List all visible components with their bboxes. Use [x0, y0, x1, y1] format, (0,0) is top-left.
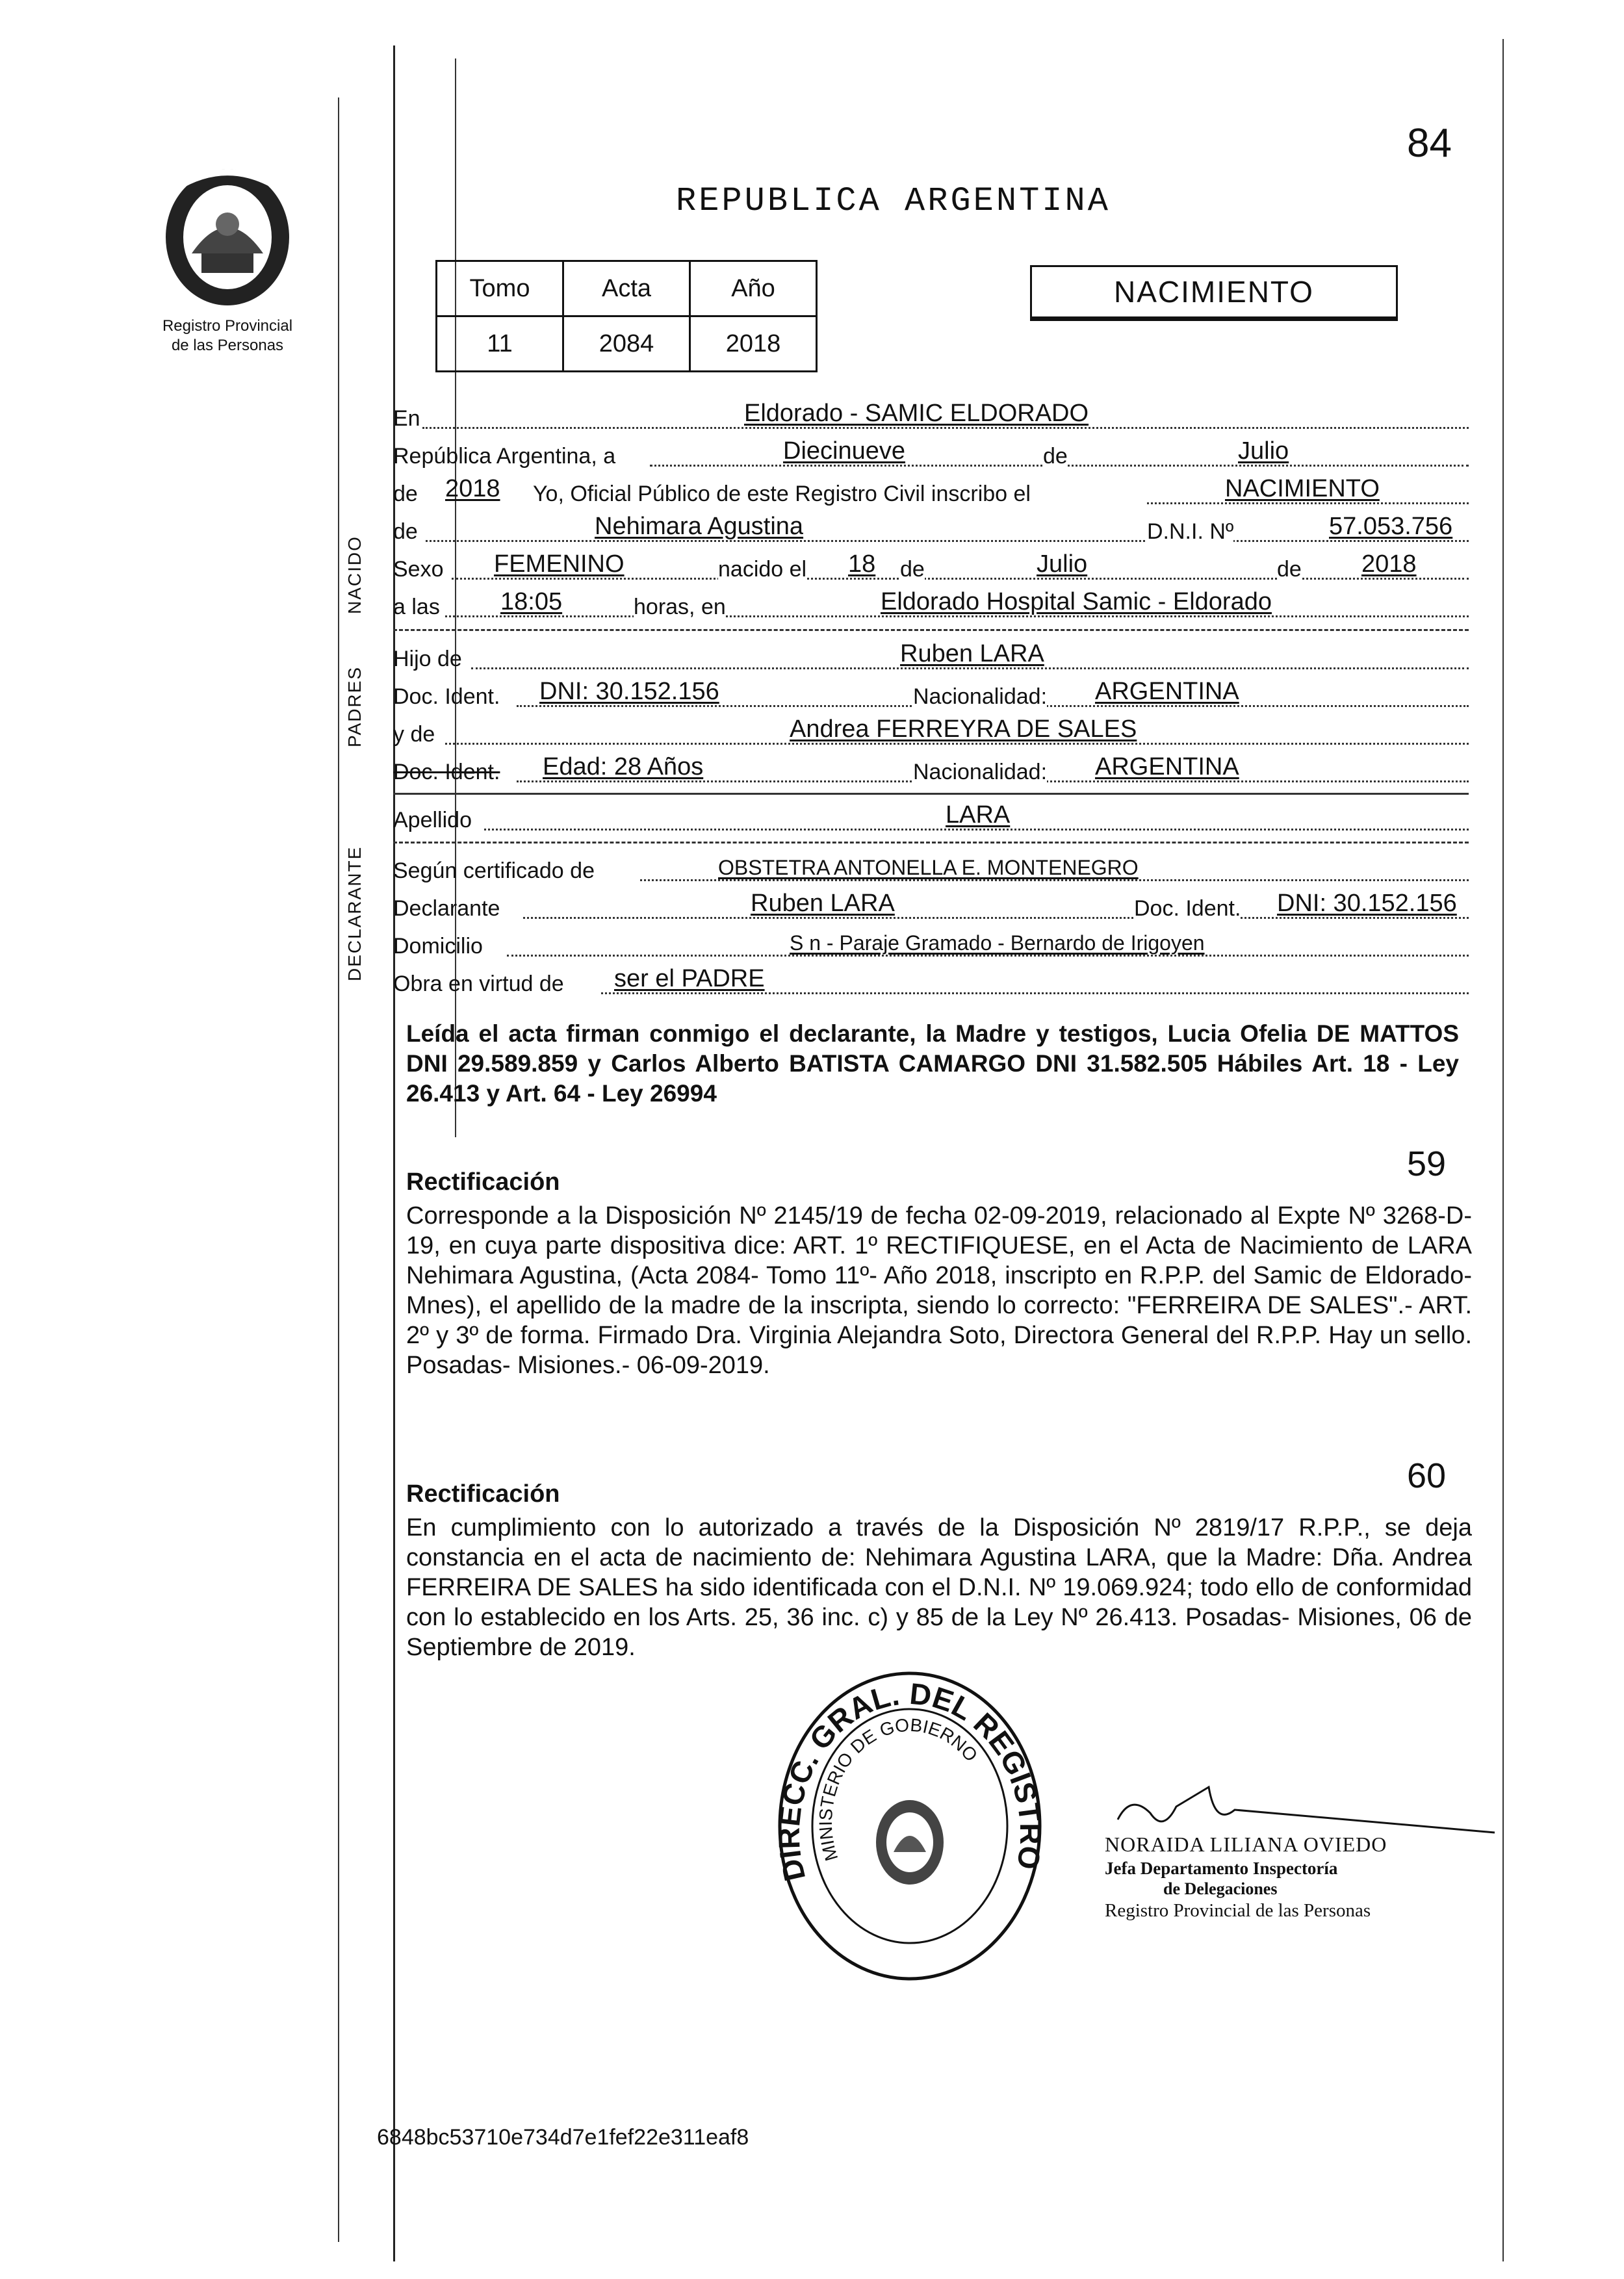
row-segun — [393, 849, 1469, 888]
rect-60-title: Rectificación — [406, 1480, 560, 1508]
value-sexo: FEMENINO — [494, 550, 625, 578]
record-type-label: NACIMIENTO — [1114, 275, 1314, 309]
document-hash: 6848bc53710e734d7e1fef22e311eaf8 — [377, 2125, 749, 2150]
label-apellido: Apellido — [393, 808, 472, 832]
rect-60-body: En cumplimiento con lo autorizado a través de la Disposición Nº 2819/17 R.P.P., se deja constancia en el acta de nacimiento de: Nehimara Agustina LARA, que la Madre: Dña. Andrea FERREIRA DE SALES ha sido identificada con el D.N.I. Nº 19.069.924; todo ello de conformidad con lo establecido en los Arts. 25, 36 inc. c) y 85 de la Ley Nº 26.413. Posadas- Misiones, 06 de Septiembre de 2019. — [406, 1514, 1472, 1661]
official-stamp — [767, 1664, 1053, 1989]
value-en: Eldorado - SAMIC ELDORADO — [744, 400, 1089, 427]
label-oficial: Yo, Oficial Público de este Registro Civil inscribo el — [533, 482, 1031, 506]
logo-caption-2: de las Personas — [171, 337, 284, 354]
label-decl-doc: Doc. Ident. — [1134, 896, 1241, 921]
label-hijo-de: Hijo de — [393, 647, 462, 671]
label-segun: Según certificado de — [393, 858, 595, 883]
logo-caption-1: Registro Provincial — [162, 317, 293, 335]
label-republica: República Argentina, a — [393, 444, 616, 469]
margin-line-left — [393, 45, 395, 2261]
value-nacido-anio: 2018 — [1361, 550, 1417, 578]
label-nacido-de2: de — [1277, 557, 1302, 582]
value-domicilio: S n - Paraje Gramado - Bernardo de Irigoyen — [790, 931, 1205, 955]
value-anio-form: 2018 — [445, 475, 500, 502]
label-nac-padre: Nacionalidad: — [913, 684, 1048, 709]
label-de-mes: de — [1043, 444, 1068, 469]
value-dni: 57.053.756 — [1329, 513, 1453, 540]
value-declarante: Ruben LARA — [751, 890, 895, 917]
signature-line-3: Registro Provincial de las Personas — [1105, 1900, 1371, 1921]
stamp-seal-icon — [767, 1664, 1053, 1989]
margin-line-far-left — [338, 97, 339, 2242]
value-nacido-mes: Julio — [1037, 550, 1088, 578]
signature-name: NORAIDA LILIANA OVIEDO — [1105, 1833, 1387, 1856]
label-doc-padre: Doc. Ident. — [393, 684, 500, 709]
row-en — [393, 396, 1469, 435]
margin-line-right — [1502, 39, 1504, 2261]
value-padre-nac: ARGENTINA — [1095, 678, 1239, 705]
row-padre-doc — [393, 675, 1469, 714]
value-hora: 18:05 — [500, 588, 563, 615]
label-en: En — [393, 406, 420, 431]
label-nacido-de: de — [900, 557, 925, 582]
stamp-inner-text: MINISTERIO DE GOBIERNO — [815, 1714, 982, 1864]
rect-59-body: Corresponde a la Disposición Nº 2145/19 de fecha 02-09-2019, relacionado al Expte Nº 3268-D-19, en cuya parte dispositiva dice: ART. 1º RECTIFIQUESE, en el Acta de Nacimiento de LARA Nehimara Agustina, (Acta 2084- Tomo 11º- Año 2018, inscripto en R.P.P. del Samic de Eldorado-Mnes), el apellido de la madre de la inscripta, siendo lo correcto: "FERREIRA DE SALES".- ART. 2º y 3º de forma. Firmado Dra. Virginia Alejandra Soto, Directora General del R.P.P. Hay un sello. Posadas- Misiones.- 06-09-2019. — [406, 1202, 1472, 1379]
label-y-de: y de — [393, 722, 435, 747]
label-obra: Obra en virtud de — [393, 972, 564, 996]
value-madre-nac: ARGENTINA — [1095, 753, 1239, 780]
value-certificado: OBSTETRA ANTONELLA E. MONTENEGRO — [718, 856, 1139, 879]
label-nac-madre: Nacionalidad: — [913, 760, 1048, 784]
country-title: REPUBLICA ARGENTINA — [676, 182, 1111, 220]
value-decl-doc: DNI: 30.152.156 — [1277, 890, 1457, 917]
value-madre: Andrea FERREYRA DE SALES — [790, 715, 1137, 743]
signature-icon — [1105, 1781, 1508, 1839]
row-republica — [393, 434, 1469, 473]
label-dni: D.N.I. Nº — [1147, 519, 1234, 544]
value-padre: Ruben LARA — [900, 640, 1044, 667]
value-madre-edad: Edad: 28 Años — [543, 753, 704, 780]
side-label-declarante: DECLARANTE — [344, 845, 365, 981]
label-doc-madre: Doc. Ident. — [393, 760, 500, 784]
value-acta: 2084 — [563, 316, 690, 372]
value-lugar: Eldorado Hospital Samic - Eldorado — [881, 588, 1272, 615]
side-label-padres: PADRES — [344, 665, 365, 747]
value-obra: ser el PADRE — [614, 965, 765, 992]
province-logo — [156, 162, 299, 318]
row-madre-doc — [393, 750, 1469, 789]
record-type-box — [1030, 265, 1398, 318]
row-madre — [393, 712, 1469, 751]
misiones-seal-icon — [156, 162, 299, 318]
row-obra — [393, 962, 1469, 1001]
value-tomo: 11 — [437, 316, 563, 372]
divider-nacido — [393, 629, 1469, 631]
divider-apellido — [393, 842, 1469, 843]
label-a-las: a las — [393, 595, 440, 619]
row-apellido — [393, 798, 1469, 837]
label-de-nombre: de — [393, 519, 418, 544]
stamp-outer-text: DIRECC. GRAL. DEL REGISTRO — [771, 1676, 1048, 1885]
value-inscribo: NACIMIENTO — [1225, 475, 1380, 502]
label-nacido-el: nacido el — [718, 557, 807, 582]
label-sexo: Sexo — [393, 557, 444, 582]
leida-text: Leída el acta firman conmigo el declarante, la Madre y testigos, Lucia Ofelia DE MATTOS DNI 29.589.859 y Carlos Alberto BATISTA CAMARGO DNI 31.582.505 Hábiles Art. 18 - Ley 26.413 y Art. 64 - Ley 26994 — [406, 1020, 1459, 1107]
label-declarante: Declarante — [393, 896, 500, 921]
value-mes: Julio — [1238, 437, 1289, 465]
row-domicilio — [393, 924, 1469, 963]
row-hora — [393, 585, 1469, 624]
header-tomo: Tomo — [437, 261, 563, 316]
value-padre-doc: DNI: 30.152.156 — [539, 678, 719, 705]
value-dia: Diecinueve — [783, 437, 905, 465]
value-nombre: Nehimara Agustina — [595, 513, 804, 540]
header-acta: Acta — [563, 261, 690, 316]
signature-line-2: de Delegaciones — [1163, 1879, 1278, 1898]
page-number: 84 — [1407, 121, 1452, 166]
row-nombre — [393, 509, 1469, 548]
signature-line-1: Jefa Departamento Inspectoría — [1105, 1859, 1338, 1878]
value-anio: 2018 — [690, 316, 817, 372]
side-label-nacido: NACIDO — [344, 535, 365, 614]
rect-59-title: Rectificación — [406, 1168, 560, 1196]
rect-59-number: 59 — [1407, 1144, 1447, 1183]
label-domicilio: Domicilio — [393, 934, 483, 959]
value-apellido: LARA — [946, 801, 1011, 829]
label-anio-de: de — [393, 482, 418, 506]
row-hijo — [393, 637, 1469, 676]
signature-scribble — [1105, 1781, 1508, 1839]
header-anio: Año — [690, 261, 817, 316]
row-sexo — [393, 547, 1469, 586]
rect-60-number: 60 — [1407, 1456, 1447, 1495]
row-declarante — [393, 886, 1469, 925]
row-anio — [393, 472, 1469, 511]
label-horas-en: horas, en — [634, 595, 726, 619]
divider-padres — [393, 793, 1469, 795]
value-nacido-dia: 18 — [848, 550, 876, 578]
register-table — [435, 260, 818, 372]
